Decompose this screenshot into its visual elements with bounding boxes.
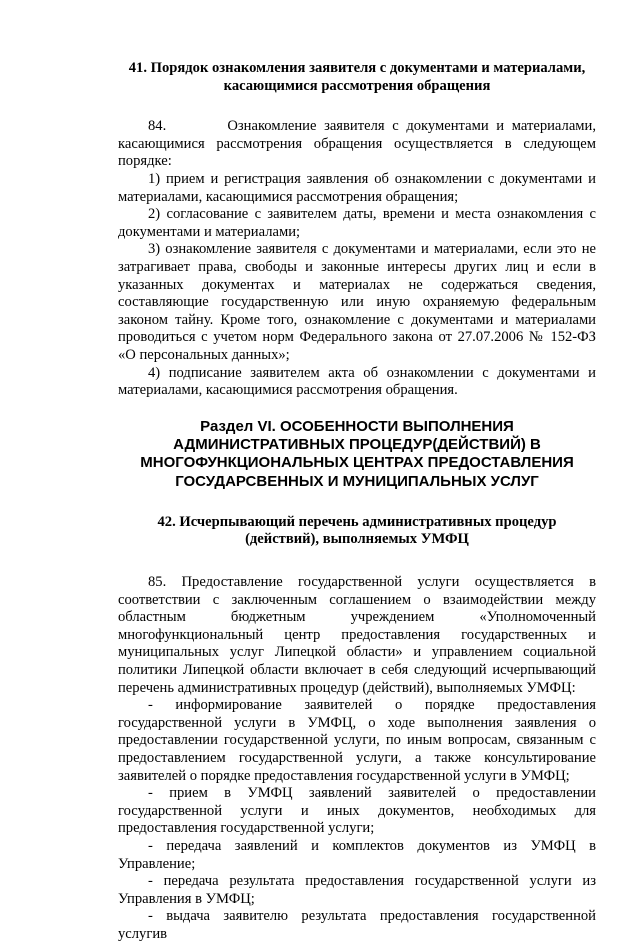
section-41-title-line1: 41. Порядок ознакомления заявителя с документами и материалами, [128,60,586,76]
section-41-heading [118,60,596,95]
paragraph-85-item3: - передача заявлений и комплектов документов из УМФЦ в Управление; [118,837,596,872]
paragraph-84-item3: 3) ознакомление заявителя с документами и материалами, если это не затрагивает права, свободы и законные интересы других лиц и если в указанных документах и материалах не содержаться сведения, составляющие государственную или иную охраняемую федеральным законом тайну. Кроме того, ознакомление с документами и материалами проводиться с учетом норм Федерального закона от 27.07.2006 № 152-ФЗ «О персональных данных»; [118,241,596,363]
paragraph-85-intro: 85. Предоставление государственной услуги осуществляется в соответствии с заключенным соглашением о взаимодействии между областным бюджетным учреждением «Уполномоченный многофункциональный центр предоставления государственных и муниципальных услуг Липецкой области» и управлением социальной политики Липецкой области включает в себя следующий исчерпывающий перечень административных процедур (действий), выполняемых УМФЦ: [118,574,596,696]
section-6-line1: Раздел VI. ОСОБЕННОСТИ ВЫПОЛНЕНИЯ [200,417,514,435]
section-6-line2: АДМИНИСТРАТИВНЫХ ПРОЦЕДУР(ДЕЙСТВИЙ) В [173,435,541,453]
paragraph-85-item5: - выдача заявителю результата предоставления государственной услугив [118,908,596,942]
paragraph-84-item1: 1) прием и регистрация заявления об ознакомлении с документами и материалами, касающимися рассмотрения обращения; [118,170,596,205]
section-6-line4: ГОСУДАРСВЕННЫХ И МУНИЦИПАЛЬНЫХ УСЛУГ [175,472,539,490]
paragraph-84-item2: 2) согласование с заявителем даты, времени и места ознакомления с документами и материалами; [118,206,596,240]
paragraph-84-item4: 4) подписание заявителем акта об ознакомлении с документами и материалами, касающимися рассмотрения обращения. [118,364,596,399]
paragraph-85-item2: - прием в УМФЦ заявлений заявителей о предоставлении государственной услуги и иных документов, необходимых для предоставления государственной услуги; [118,785,596,837]
section-6-line3: МНОГОФУНКЦИОНАЛЬНЫХ ЦЕНТРАХ ПРЕДОСТАВЛЕНИЯ [140,454,574,472]
section-41-title-line2: касающимися рассмотрения обращения [223,77,491,94]
section-42-title-line2: (действий), выполняемых УМФЦ [245,531,469,548]
paragraph-85-item4: - передача результата предоставления государственной услуги из Управления в УМФЦ; [118,873,596,907]
paragraph-84-intro: 84. Ознакомление заявителя с документами и материалами, касающимися рассмотрения обращения осуществляется в следующем порядке: [118,118,596,170]
section-42-title-line1: 42. Исчерпывающий перечень административных процедур [157,513,557,530]
section-42-heading [118,514,596,549]
section-6-heading [118,418,596,491]
document-page [118,60,596,944]
paragraph-85-item1: - информирование заявителей о порядке предоставления государственной услуги в УМФЦ, о ходе выполнения заявления о предоставлении государственной услуги, по иным вопросам, связанным с предоставлением государственной услуги, а также консультирование заявителей о порядке предоставления государственной услуги в УМФЦ; [118,697,596,784]
